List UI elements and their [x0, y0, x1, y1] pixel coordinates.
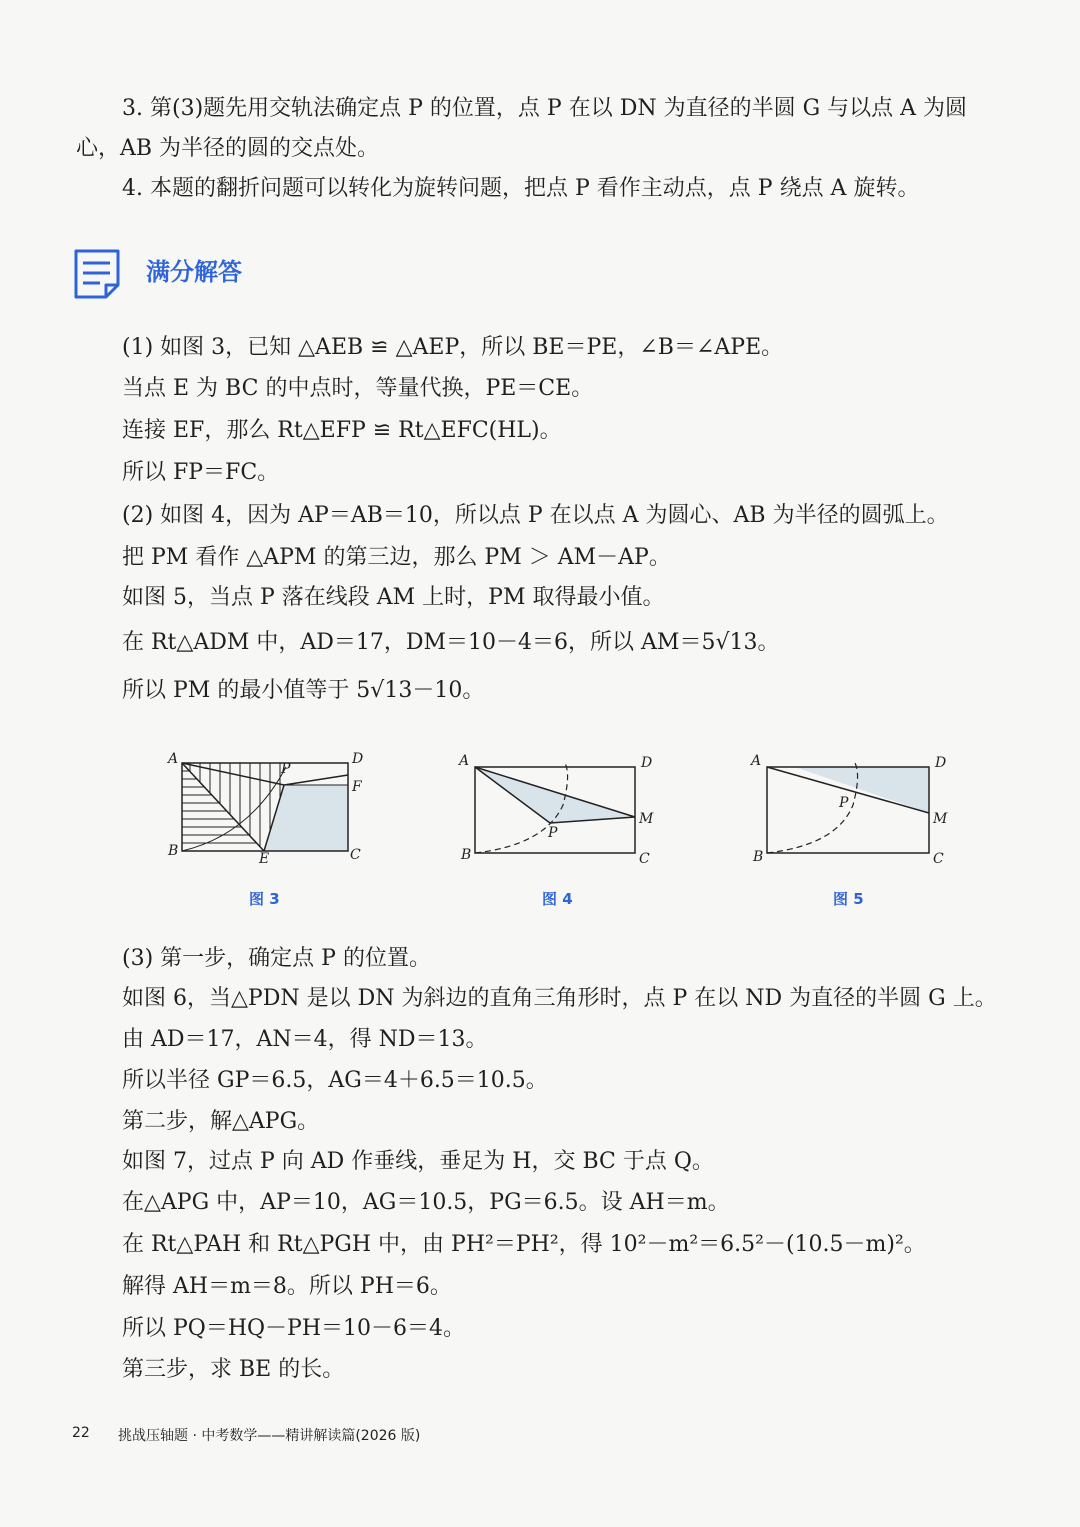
part2-line-1: (2) 如图 4，因为 AP＝AB＝10，所以点 P 在以点 A 为圆心、AB 为半径的圆弧上。	[122, 503, 949, 528]
part3-line-6: 如图 7，过点 P 向 AD 作垂线，垂足为 H，交 BC 于点 Q。	[122, 1149, 714, 1174]
tip-3-line-1: 3. 第(3)题先用交轨法确定点 P 的位置，点 P 在以 DN 为直径的半圆 G 与以点 A 为圆	[122, 96, 968, 121]
part3-line-7: 在△APG 中，AP＝10，AG＝10.5，PG＝6.5。设 AH＝m。	[122, 1190, 730, 1215]
svg-text:D: D	[935, 755, 947, 771]
section-title: 满分解答	[146, 258, 242, 286]
part3-line-1: (3) 第一步，确定点 P 的位置。	[122, 946, 431, 971]
part3-line-10: 所以 PQ＝HQ－PH＝10－6＝4。	[122, 1316, 466, 1341]
figure-4-caption: 图 4	[542, 890, 573, 908]
svg-text:B: B	[168, 843, 179, 859]
part2-line-3: 如图 5，当点 P 落在线段 AM 上时，PM 取得最小值。	[122, 585, 665, 610]
part2-line-4: 在 Rt△ADM 中，AD＝17，DM＝10－4＝6，所以 AM＝5√13。	[122, 630, 780, 655]
figure-4	[455, 745, 675, 870]
part3-line-8: 在 Rt△PAH 和 Rt△PGH 中，由 PH²＝PH²，得 10²－m²＝6.5²－(10.5－m)²。	[122, 1232, 926, 1257]
svg-text:M: M	[639, 811, 654, 827]
figure-3-caption: 图 3	[249, 890, 280, 908]
figure-3	[160, 745, 380, 870]
svg-text:C: C	[350, 847, 361, 863]
tip-3-line-2: 心，AB 为半径的圆的交点处。	[76, 136, 380, 161]
svg-text:M: M	[933, 811, 948, 827]
part1-line-4: 所以 FP＝FC。	[122, 460, 280, 485]
svg-text:D: D	[641, 755, 653, 771]
part3-line-3: 由 AD＝17，AN＝4，得 ND＝13。	[122, 1027, 488, 1052]
svg-text:F: F	[352, 779, 362, 795]
part3-line-11: 第三步，求 BE 的长。	[122, 1357, 345, 1382]
svg-text:A: A	[168, 751, 179, 767]
note-icon	[72, 247, 124, 301]
svg-text:B: B	[461, 847, 472, 863]
svg-text:C: C	[933, 851, 944, 867]
part1-line-1: (1) 如图 3，已知 △AEB ≌ △AEP，所以 BE＝PE，∠B＝∠APE。	[122, 335, 784, 360]
svg-text:D: D	[352, 751, 364, 767]
part3-line-5: 第二步，解△APG。	[122, 1109, 320, 1134]
part2-line-2: 把 PM 看作 △APM 的第三边，那么 PM ＞ AM－AP。	[122, 545, 671, 570]
svg-text:E: E	[259, 851, 270, 867]
svg-text:A: A	[459, 753, 470, 769]
part3-line-4: 所以半径 GP＝6.5，AG＝4＋6.5＝10.5。	[122, 1068, 548, 1093]
part2-line-5: 所以 PM 的最小值等于 5√13－10。	[122, 678, 485, 703]
svg-text:P: P	[839, 795, 849, 811]
page-number: 22	[72, 1425, 90, 1441]
svg-text:A: A	[751, 753, 762, 769]
svg-text:C: C	[639, 851, 650, 867]
svg-text:B: B	[753, 849, 764, 865]
book-title: 挑战压轴题 · 中考数学——精讲解读篇(2026 版)	[118, 1428, 421, 1444]
figure-5	[745, 745, 965, 870]
figure-5-caption: 图 5	[833, 890, 864, 908]
part3-line-9: 解得 AH＝m＝8。所以 PH＝6。	[122, 1274, 452, 1299]
part1-line-3: 连接 EF，那么 Rt△EFP ≌ Rt△EFC(HL)。	[122, 418, 562, 443]
part1-line-2: 当点 E 为 BC 的中点时，等量代换，PE＝CE。	[122, 376, 594, 401]
tip-4: 4. 本题的翻折问题可以转化为旋转问题，把点 P 看作主动点，点 P 绕点 A 旋转。	[122, 176, 920, 201]
svg-text:P: P	[281, 761, 291, 777]
svg-text:P: P	[548, 825, 558, 841]
part3-line-2: 如图 6，当△PDN 是以 DN 为斜边的直角三角形时，点 P 在以 ND 为直径的半圆 G 上。	[122, 986, 997, 1011]
